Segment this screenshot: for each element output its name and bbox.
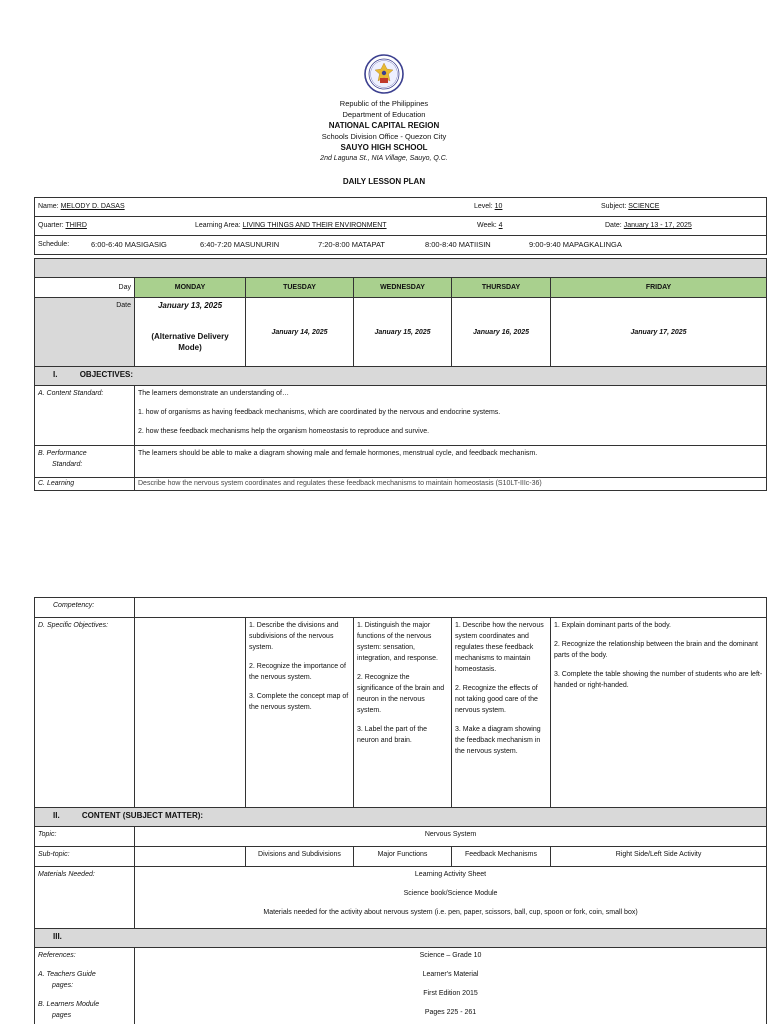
document-title: DAILY LESSON PLAN: [342, 177, 426, 186]
specific-objectives-monday: [135, 618, 246, 808]
subtopic-wednesday: Major Functions: [354, 847, 452, 867]
learners-module-label-2: pages: [52, 1012, 72, 1019]
reference-item: First Edition 2015: [423, 990, 478, 997]
learning-competency-text: Describe how the nervous system coordinates and regulates these feedback mechanisms to maintain homeostasis (S10LT-IIIc-36): [135, 478, 767, 491]
learning-area-label: Learning Area:: [195, 222, 241, 229]
schedule-row: [35, 236, 767, 255]
quarter-row: [35, 217, 767, 236]
name-label: Name:: [38, 203, 59, 210]
reference-item: Pages 225 - 261: [424, 1009, 477, 1016]
objectives-heading: [35, 367, 767, 386]
name-row: [35, 198, 767, 217]
subtopic-tuesday: Divisions and Subdivisions: [246, 847, 354, 867]
info-table: [34, 197, 767, 255]
date-row-label: Date: [35, 298, 135, 367]
lesson-plan-table-part2: [34, 597, 767, 1024]
section3-heading: [35, 929, 767, 948]
thursday-objective: 1. Describe how the nervous system coordinates and regulates these feedback mechanisms to maintain homeostasis.: [455, 622, 544, 673]
day-wednesday: WEDNESDAY: [354, 278, 452, 298]
subtopic-label: Sub-topic:: [35, 847, 135, 867]
monday-note: (Alternative Delivery Mode): [151, 332, 229, 352]
topic-value: Nervous System: [135, 827, 767, 847]
materials-label: Materials Needed:: [35, 867, 135, 929]
subtopic-friday: Right Side/Left Side Activity: [551, 847, 767, 867]
schedule-slot: 8:00-8:40 MATIISIN: [425, 240, 491, 249]
wednesday-objective: 1. Distinguish the major functions of the nervous system: sensation, integration, and response.: [357, 622, 438, 662]
deped-seal-icon: [364, 54, 404, 94]
performance-standard-label-2: Standard:: [52, 461, 83, 468]
day-label: Day: [35, 278, 135, 298]
level-value: 10: [494, 203, 503, 210]
thursday-objective: 3. Make a diagram showing the feedback mechanism in the nervous system.: [455, 726, 541, 755]
learners-module-label: B. Learners Module: [38, 1001, 100, 1008]
content-standard-intro: The learners demonstrate an understanding of…: [138, 390, 289, 397]
objectives-title: OBJECTIVES:: [79, 370, 134, 379]
friday-objective: 2. Recognize the relationship between the brain and the dominant parts of the body.: [554, 641, 758, 659]
day-tuesday: TUESDAY: [246, 278, 354, 298]
schedule-label: Schedule:: [38, 241, 70, 248]
subject-label: Subject:: [601, 203, 627, 210]
day-monday: MONDAY: [135, 278, 246, 298]
teachers-guide-label: A. Teachers Guide: [38, 971, 96, 978]
quarter-label: Quarter:: [38, 222, 64, 229]
subtopic-thursday: Feedback Mechanisms: [452, 847, 551, 867]
content-title: CONTENT (SUBJECT MATTER):: [81, 811, 204, 820]
department-line: Department of Education: [342, 110, 426, 119]
performance-standard-text: The learners should be able to make a diagram showing male and female hormones, menstrual cycle, and feedback mechanism.: [135, 446, 767, 478]
content-standard-2: 2. how these feedback mechanisms help the organism homeostasis to reproduce and survive.: [138, 428, 430, 435]
references-label: References:: [38, 952, 76, 959]
subject-value: SCIENCE: [628, 203, 660, 210]
materials-cell: [135, 867, 767, 929]
specific-objectives-friday: [551, 618, 767, 808]
content-standard-text: [135, 386, 767, 446]
thursday-objective: 2. Recognize the effects of not taking good care of the nervous system.: [455, 685, 538, 714]
material-item: Science book/Science Module: [403, 890, 498, 897]
competency-cont-cell: [135, 598, 767, 618]
date-monday: [135, 298, 246, 367]
subtopic-monday: [135, 847, 246, 867]
spacer-row: [35, 259, 767, 278]
wednesday-objective: 2. Recognize the significance of the brain and neuron in the nervous system.: [357, 674, 445, 714]
date-monday-text: January 13, 2025: [157, 301, 223, 310]
tuesday-objective: 3. Complete the concept map of the nervous system.: [249, 693, 349, 711]
lesson-plan-table-part1: [34, 258, 767, 491]
country-line: Republic of the Philippines: [339, 99, 429, 108]
specific-objectives-label: D. Specific Objectives:: [35, 618, 135, 808]
level-label: Level:: [474, 203, 493, 210]
schedule-slot: 9:00-9:40 MAPAGKALINGA: [529, 240, 622, 249]
school-name: SAUYO HIGH SCHOOL: [340, 143, 428, 152]
content-standard-label: A. Content Standard:: [35, 386, 135, 446]
material-item: Materials needed for the activity about nervous system (i.e. pen, paper, scissors, ball, cup, spoon or fork, coin, small box): [263, 909, 638, 916]
reference-item: Learner's Material: [422, 971, 479, 978]
schedule-slot: 6:40-7:20 MASUNURIN: [200, 240, 280, 249]
topic-label: Topic:: [35, 827, 135, 847]
teacher-name: MELODY D. DASAS: [60, 203, 125, 210]
specific-objectives-thursday: [452, 618, 551, 808]
region-line: NATIONAL CAPITAL REGION: [328, 121, 440, 130]
friday-objective: 1. Explain dominant parts of the body.: [554, 622, 671, 629]
date-tuesday: January 14, 2025: [246, 298, 354, 367]
date-wednesday: January 15, 2025: [354, 298, 452, 367]
header-block: [0, 98, 768, 164]
learning-competency-label: C. Learning: [35, 478, 135, 491]
references-cell: [135, 948, 767, 1024]
wednesday-objective: 3. Label the part of the neuron and brain.: [357, 726, 428, 744]
section3-num: III.: [53, 932, 62, 941]
day-friday: FRIDAY: [551, 278, 767, 298]
learning-area-value: LIVING THINGS AND THEIR ENVIRONMENT: [242, 222, 387, 229]
schedule-slot: 6:00-6:40 MASIGASIG: [91, 240, 167, 249]
content-num: II.: [53, 811, 60, 820]
week-label: Week:: [477, 222, 497, 229]
specific-objectives-wednesday: [354, 618, 452, 808]
friday-objective: 3. Complete the table showing the number of students who are left-handed or right-handed.: [554, 671, 763, 689]
division-line: Schools Division Office - Quezon City: [321, 132, 447, 141]
day-thursday: THURSDAY: [452, 278, 551, 298]
reference-item: Science – Grade 10: [419, 952, 482, 959]
quarter-value: THIRD: [65, 222, 87, 229]
week-value: 4: [498, 222, 503, 229]
competency-label-cont: Competency:: [35, 598, 135, 618]
performance-standard-label: [35, 446, 135, 478]
date-value: January 13 - 17, 2025: [623, 222, 692, 229]
material-item: Learning Activity Sheet: [414, 871, 487, 878]
schedule-slot: 7:20-8:00 MATAPAT: [318, 240, 385, 249]
content-heading: [35, 808, 767, 827]
objectives-num: I.: [53, 370, 58, 379]
date-thursday: January 16, 2025: [452, 298, 551, 367]
performance-standard-label-1: B. Performance: [38, 450, 87, 457]
specific-objectives-tuesday: [246, 618, 354, 808]
references-label-cell: [35, 948, 135, 1024]
teachers-guide-label-2: pages:: [52, 982, 74, 989]
tuesday-objective: 2. Recognize the importance of the nervous system.: [249, 663, 346, 681]
date-friday: January 17, 2025: [551, 298, 767, 367]
content-standard-1: 1. how of organisms as having feedback mechanisms, which are coordinated by the nervous and endocrine systems.: [138, 409, 501, 416]
tuesday-objective: 1. Describe the divisions and subdivisions of the nervous system.: [249, 622, 339, 651]
date-label: Date:: [605, 222, 622, 229]
school-address: 2nd Laguna St., NIA Village, Sauyo, Q.C.: [320, 155, 448, 162]
